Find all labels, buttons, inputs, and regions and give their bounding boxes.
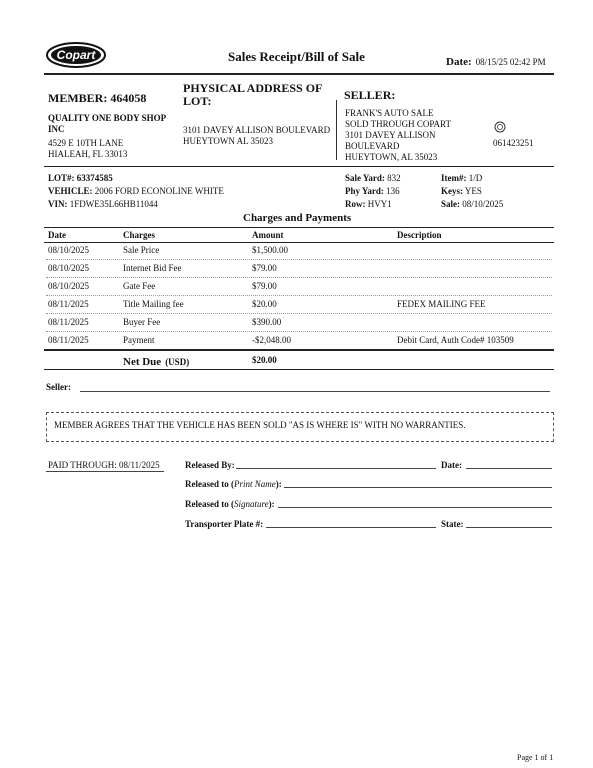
- header-date: [446, 52, 546, 70]
- state-line[interactable]: [466, 527, 552, 528]
- table-row: 08/11/2025 Payment -$2,048.00 Debit Card, Auth Code# 103509: [48, 335, 514, 345]
- seller-label: SELLER:: [344, 88, 396, 102]
- date-sign-label: Date:: [441, 460, 462, 470]
- member-name: QUALITY ONE BODY SHOP INC: [48, 113, 167, 134]
- paid-through: PAID THROUGH: 08/11/2025: [48, 460, 160, 470]
- copart-logo: [46, 42, 106, 68]
- charges-header-row: Date Charges Amount Description: [48, 230, 442, 240]
- seller-divider: [336, 100, 337, 160]
- table-row: 08/11/2025 Title Mailing fee $20.00 FEDEX MAILING FEE: [48, 299, 486, 309]
- transporter-plate-label: Transporter Plate #:: [185, 519, 264, 529]
- item-details: Item#: 1/D Keys: YES Sale: 08/10/2025: [441, 173, 504, 209]
- member-address: 4529 E 10TH LANE HIALEAH, FL 33013: [48, 138, 128, 159]
- seller-signature-line[interactable]: [80, 391, 550, 392]
- net-due-value: $20.00: [252, 355, 277, 365]
- signature-line[interactable]: [278, 507, 552, 508]
- lot-details: LOT#: 63374585 VEHICLE: 2006 FORD ECONOLINE WHITE VIN: 1FDWE35L66HB11044: [48, 173, 224, 209]
- table-row: 08/10/2025 Internet Bid Fee $79.00: [48, 263, 277, 273]
- seller-code: 061423251: [493, 138, 534, 148]
- seller-info: FRANK'S AUTO SALE SOLD THROUGH COPART 3101 DAVEY ALLISON BOULEVARD HUEYTOWN, AL 35023: [345, 108, 451, 162]
- state-label: State:: [441, 519, 464, 529]
- charges-title: Charges and Payments: [243, 212, 352, 224]
- date-label: Date:: [446, 56, 472, 68]
- table-row: 08/11/2025 Buyer Fee $390.00: [48, 317, 282, 327]
- table-row: 08/10/2025 Sale Price $1,500.00: [48, 245, 288, 255]
- disclaimer-text: MEMBER AGREES THAT THE VEHICLE HAS BEEN SOLD "AS IS WHERE IS" WITH NO WARRANTIES.: [54, 420, 466, 430]
- section-divider: [44, 166, 554, 167]
- copart-logo-icon: [46, 42, 106, 68]
- page-title: Sales Receipt/Bill of Sale: [228, 49, 365, 64]
- date-sign-line[interactable]: [466, 468, 552, 469]
- print-name-line[interactable]: [284, 487, 552, 488]
- table-row: 08/10/2025 Gate Fee $79.00: [48, 281, 277, 291]
- released-by-line[interactable]: [236, 468, 436, 469]
- copyright-circle-icon: [494, 120, 506, 138]
- lot-address: 3101 DAVEY ALLISON BOULEVARD HUEYTOWN AL 35023: [183, 125, 331, 146]
- yard-details: Sale Yard: 832 Phy Yard: 136 Row: HVY1: [345, 173, 401, 209]
- logo-text: Copart: [56, 48, 96, 62]
- page-number: Page 1 of 1: [517, 753, 554, 762]
- released-signature-label: Released to (Signature):: [185, 499, 275, 509]
- net-due-bottom-rule: [44, 369, 554, 370]
- lot-address-label: PHYSICAL ADDRESS OF LOT:: [183, 81, 323, 108]
- seller-sign-label: Seller:: [46, 382, 71, 392]
- member-id: MEMBER: 464058: [48, 91, 147, 105]
- date-value: 08/15/25 02:42 PM: [475, 57, 546, 67]
- released-print-label: Released to (Print Name):: [185, 479, 282, 489]
- net-due-label: Net Due (USD): [123, 356, 190, 368]
- disclaimer-box: [46, 412, 554, 442]
- header-divider: [44, 73, 554, 75]
- released-by-label: Released By:: [185, 460, 235, 470]
- transporter-plate-line[interactable]: [266, 527, 436, 528]
- net-due-rule: [44, 349, 554, 351]
